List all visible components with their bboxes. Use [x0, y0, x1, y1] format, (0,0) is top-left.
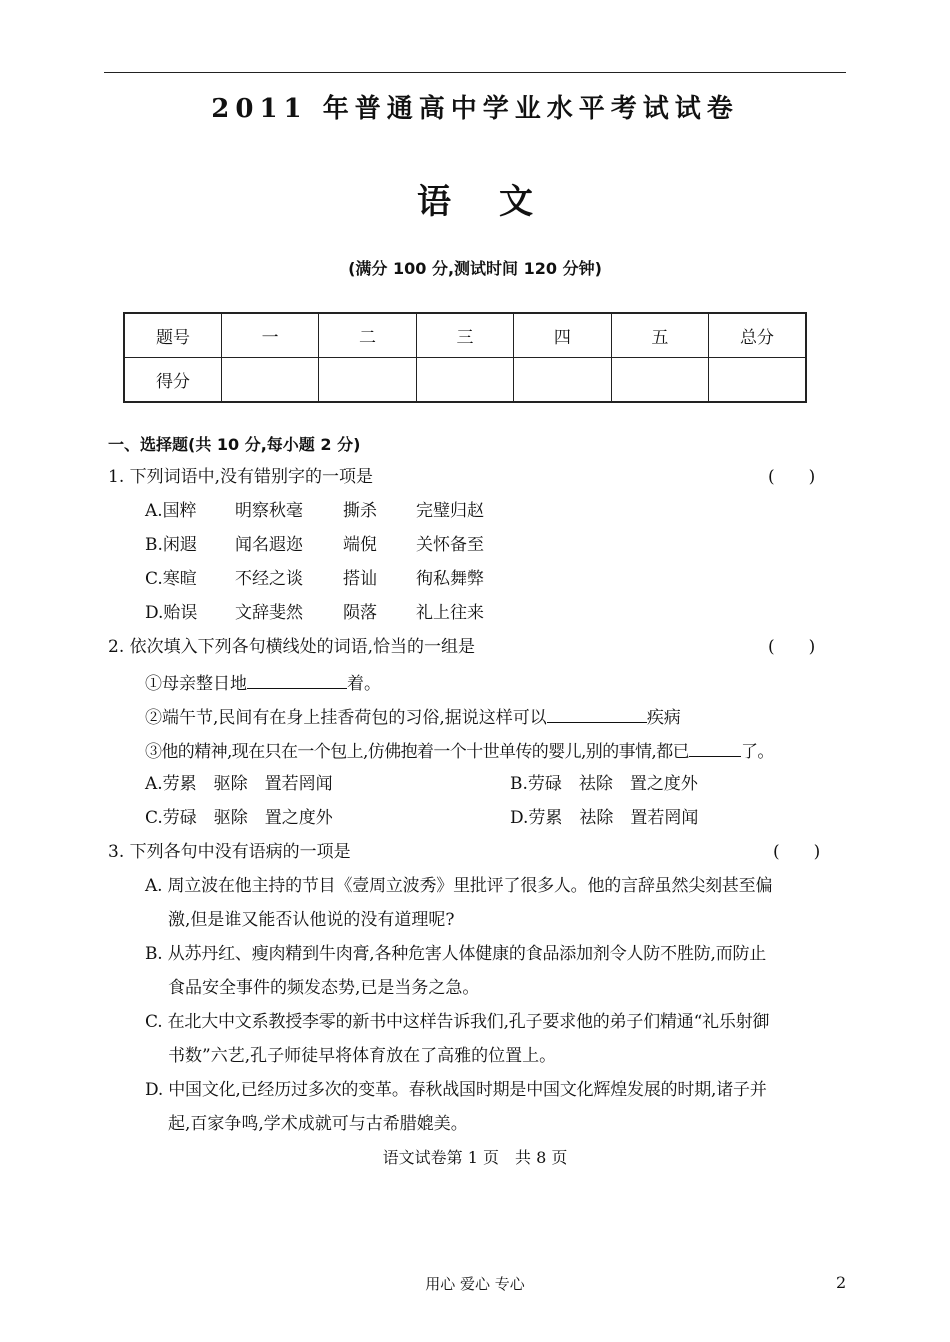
table-cell: 一: [221, 313, 318, 358]
fill-blank[interactable]: [247, 670, 347, 689]
option-word: 关怀备至: [416, 535, 484, 555]
option-word: 搭讪: [343, 569, 377, 589]
option-word: 文辞斐然: [235, 603, 303, 623]
option-word: 撕杀: [343, 501, 377, 521]
option-word: 不经之谈: [235, 569, 303, 589]
table-row: [124, 358, 806, 403]
table-cell: 二: [319, 313, 416, 358]
sentence-2: [145, 704, 681, 730]
option-label: A.国粹: [145, 501, 197, 521]
option-word: 明察秋毫: [235, 501, 303, 521]
subject-title: 语文: [417, 182, 581, 222]
table-cell: 题号: [124, 313, 221, 358]
option-row: [145, 533, 484, 557]
table-cell: 得分: [124, 358, 221, 403]
option-label: D.贻误: [145, 603, 198, 623]
sentence-text: 着。: [347, 674, 381, 694]
option-word: 闻名遐迩: [235, 535, 303, 555]
option-word: 端倪: [343, 535, 377, 555]
option-d: D.劳累 祛除 置若罔闻: [510, 808, 699, 828]
question-3-stem: 3. 下列各句中没有语病的一项是: [108, 842, 351, 862]
exam-title: 2011 年普通高中学业水平考试试卷: [211, 94, 739, 124]
option-c: C.劳碌 驱除 置之度外: [145, 808, 333, 828]
sentence-text: ①母亲整日地: [145, 674, 247, 694]
option-row: [145, 601, 484, 625]
top-rule: [104, 72, 846, 73]
section-heading: 一、选择题(共 10 分,每小题 2 分): [108, 435, 361, 454]
page-number: 2: [836, 1273, 847, 1292]
exam-note: (满分 100 分,测试时间 120 分钟): [348, 259, 602, 278]
option-word: 陨落: [343, 603, 377, 623]
answer-paren: ( ): [773, 842, 821, 862]
sentence-text: 疾病: [646, 708, 681, 728]
score-cell: [514, 358, 611, 403]
option-row: [145, 567, 484, 591]
score-cell: [416, 358, 513, 403]
table-cell: 总分: [709, 313, 806, 358]
option-b-line1: B. 从苏丹红、瘦肉精到牛肉膏,各种危害人体健康的食品添加剂令人防不胜防,而防止: [145, 944, 767, 964]
score-cell: [611, 358, 708, 403]
answer-paren: ( ): [768, 467, 816, 487]
option-c-line1: C. 在北大中文系教授李零的新书中这样告诉我们,孔子要求他的弟子们精通“礼乐射御: [145, 1012, 770, 1032]
table-cell: 三: [416, 313, 513, 358]
option-a-line1: A. 周立波在他主持的节目《壹周立波秀》里批评了很多人。他的言辞虽然尖刻甚至偏: [145, 876, 773, 896]
option-word: 礼上往来: [416, 603, 484, 623]
table-cell: 四: [514, 313, 611, 358]
option-d-line1: D. 中国文化,已经历过多次的变革。春秋战国时期是中国文化辉煌发展的时期,诸子并: [145, 1080, 767, 1100]
option-word: 完璧归赵: [416, 501, 484, 521]
answer-paren: ( ): [768, 637, 816, 657]
option-d-line2: 起,百家争鸣,学术成就可与古希腊媲美。: [168, 1114, 468, 1134]
option-label: B.闲遐: [145, 535, 197, 555]
option-b: B.劳碌 祛除 置之度外: [510, 774, 698, 794]
score-cell: [319, 358, 416, 403]
sentence-text: 了。: [741, 742, 774, 762]
option-a: A.劳累 驱除 置若罔闻: [145, 774, 333, 794]
score-table: [123, 312, 807, 403]
table-row: [124, 313, 806, 358]
score-cell: [221, 358, 318, 403]
page-footer: 语文试卷第 1 页 共 8 页: [382, 1148, 568, 1167]
option-word: 徇私舞弊: [416, 569, 484, 589]
sentence-text: ③他的精神,现在只在一个包上,仿佛抱着一个十世单传的婴儿,别的事情,都已: [145, 742, 690, 762]
question-1-stem: 1. 下列词语中,没有错别字的一项是: [108, 467, 374, 487]
slogan: 用心 爱心 专心: [425, 1275, 525, 1293]
fill-blank[interactable]: [689, 738, 741, 757]
option-a-line2: 激,但是谁又能否认他说的没有道理呢?: [168, 910, 455, 930]
option-c-line2: 书数”六艺,孔子师徒早将体育放在了高雅的位置上。: [168, 1046, 557, 1066]
option-b-line2: 食品安全事件的频发态势,已是当务之急。: [168, 978, 480, 998]
option-label: C.寒暄: [145, 569, 197, 589]
sentence-1: [145, 670, 381, 696]
option-row: [145, 499, 484, 523]
sentence-3: [145, 738, 774, 764]
score-cell: [709, 358, 806, 403]
fill-blank[interactable]: [547, 704, 647, 723]
question-2-stem: 2. 依次填入下列各句横线处的词语,恰当的一组是: [108, 637, 476, 657]
sentence-text: ②端午节,民间有在身上挂香荷包的习俗,据说这样可以: [145, 708, 547, 728]
table-cell: 五: [611, 313, 708, 358]
